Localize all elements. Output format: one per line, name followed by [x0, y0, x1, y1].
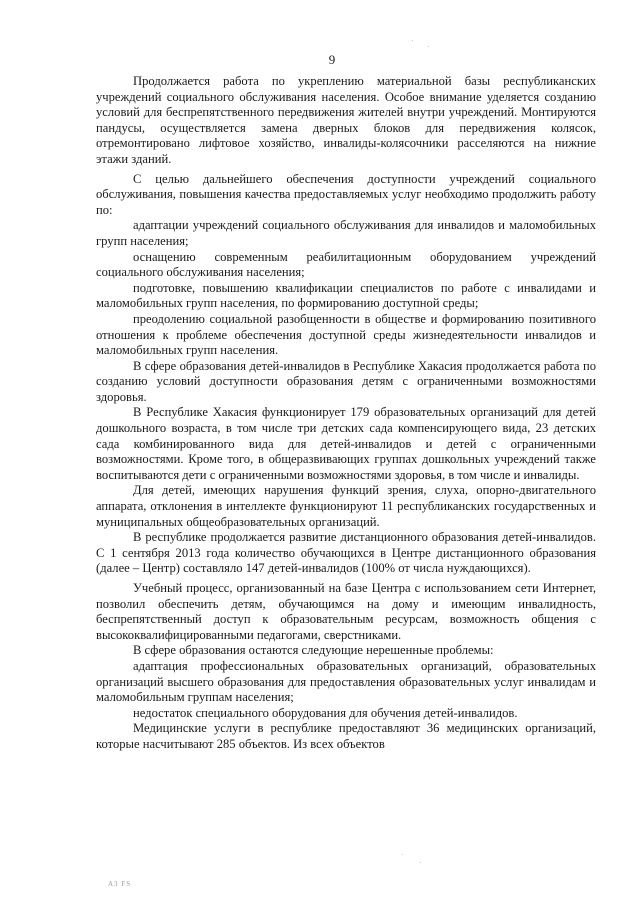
list-item: адаптация профессиональных образовательных организаций, образовательных организаций высшего образования для предоставления образовательных услуг инвалидам и маломобильным группам населения; [96, 658, 596, 705]
paragraph: В сфере образования остаются следующие нерешенные проблемы: [133, 643, 494, 658]
page-number: 9 [328, 52, 336, 67]
paragraph: В сфере образования детей-инвалидов в Республике Хакасия продолжается работа по созданию условий доступности образования детям с ограниченными возможностями здоровья. [96, 358, 596, 404]
scan-speck [412, 40, 413, 41]
paragraph: Для детей, имеющих нарушения функций зрения, слуха, опорно-двигательного аппарата, отклонения в интеллекте функционируют 11 республиканских государственных и муниципальных общеобразовательных организаций. [96, 483, 596, 529]
scan-speck [428, 46, 429, 47]
list-item: недостаток специального оборудования для обучения детей-инвалидов. [133, 705, 518, 720]
scan-speck [420, 862, 421, 863]
list-item: подготовке, повышению квалификации специалистов по работе с инвалидами и маломобильных групп населения, по формированию доступной среды; [96, 280, 596, 311]
paragraph: Продолжается работа по укреплению материальной базы республиканских учреждений социального обслуживания населения. Особое внимание уделяется созданию условий для беспрепятственного передвижения жителей внутри учреждений. Монтируются пандусы, осуществляется замена дверных блоков для передвижения колясок, отремонтировано лифтовое хозяйство, инвалиды-колясочники расселяются на нижние этажи зданий. [96, 74, 596, 166]
scan-speck [402, 854, 403, 855]
list-item: преодолению социальной разобщенности в обществе и формированию позитивного отношения к проблеме обеспечения доступной среды жизнедеятельности инвалидов и маломобильных групп населения. [96, 311, 596, 358]
paragraph: В Республике Хакасия функционирует 179 образовательных организаций для детей дошкольного возраста, в том числе три детских сада компенсирующего вида, 23 детских сада комбинированного вида для детей-инвалидов и детей с ограниченными возможностями. Кроме того, в общеразвивающих группах дошкольных учреждений также воспитываются дети с ограниченными возможностями здоровья, в том числе и инвалиды. [96, 405, 596, 482]
list-item: адаптации учреждений социального обслуживания для инвалидов и маломобильных групп населения; [96, 218, 596, 248]
paragraph: В республике продолжается развитие дистанционного образования детей-инвалидов. С 1 сентября 2013 года количество обучающихся в Центре дистанционного образования (далее – Центр) составляло 147 детей-инвалидов (100% от числа нуждающихся). [96, 530, 596, 576]
list-item: оснащению современным реабилитационным оборудованием учреждений социального обслуживания населения; [96, 249, 596, 280]
paragraph: С целью дальнейшего обеспечения доступности учреждений социального обслуживания, повышения качества предоставляемых услуг необходимо продолжить работу по: [96, 171, 596, 217]
scan-footer-mark: A3 FS [108, 880, 132, 888]
paragraph: Учебный процесс, организованный на базе Центра с использованием сети Интернет, позволил обеспечить детям, обучающимся на дому и имеющим инвалидность, беспрепятственный доступ к образовательным ресурсам, возможность общения с высококвалифицированными педагогами, сверстниками. [96, 581, 596, 642]
document-body [96, 74, 596, 753]
paragraph: Медицинские услуги в республике предоставляют 36 медицинских организаций, которые насчитывают 285 объектов. Из всех объектов [96, 721, 596, 751]
